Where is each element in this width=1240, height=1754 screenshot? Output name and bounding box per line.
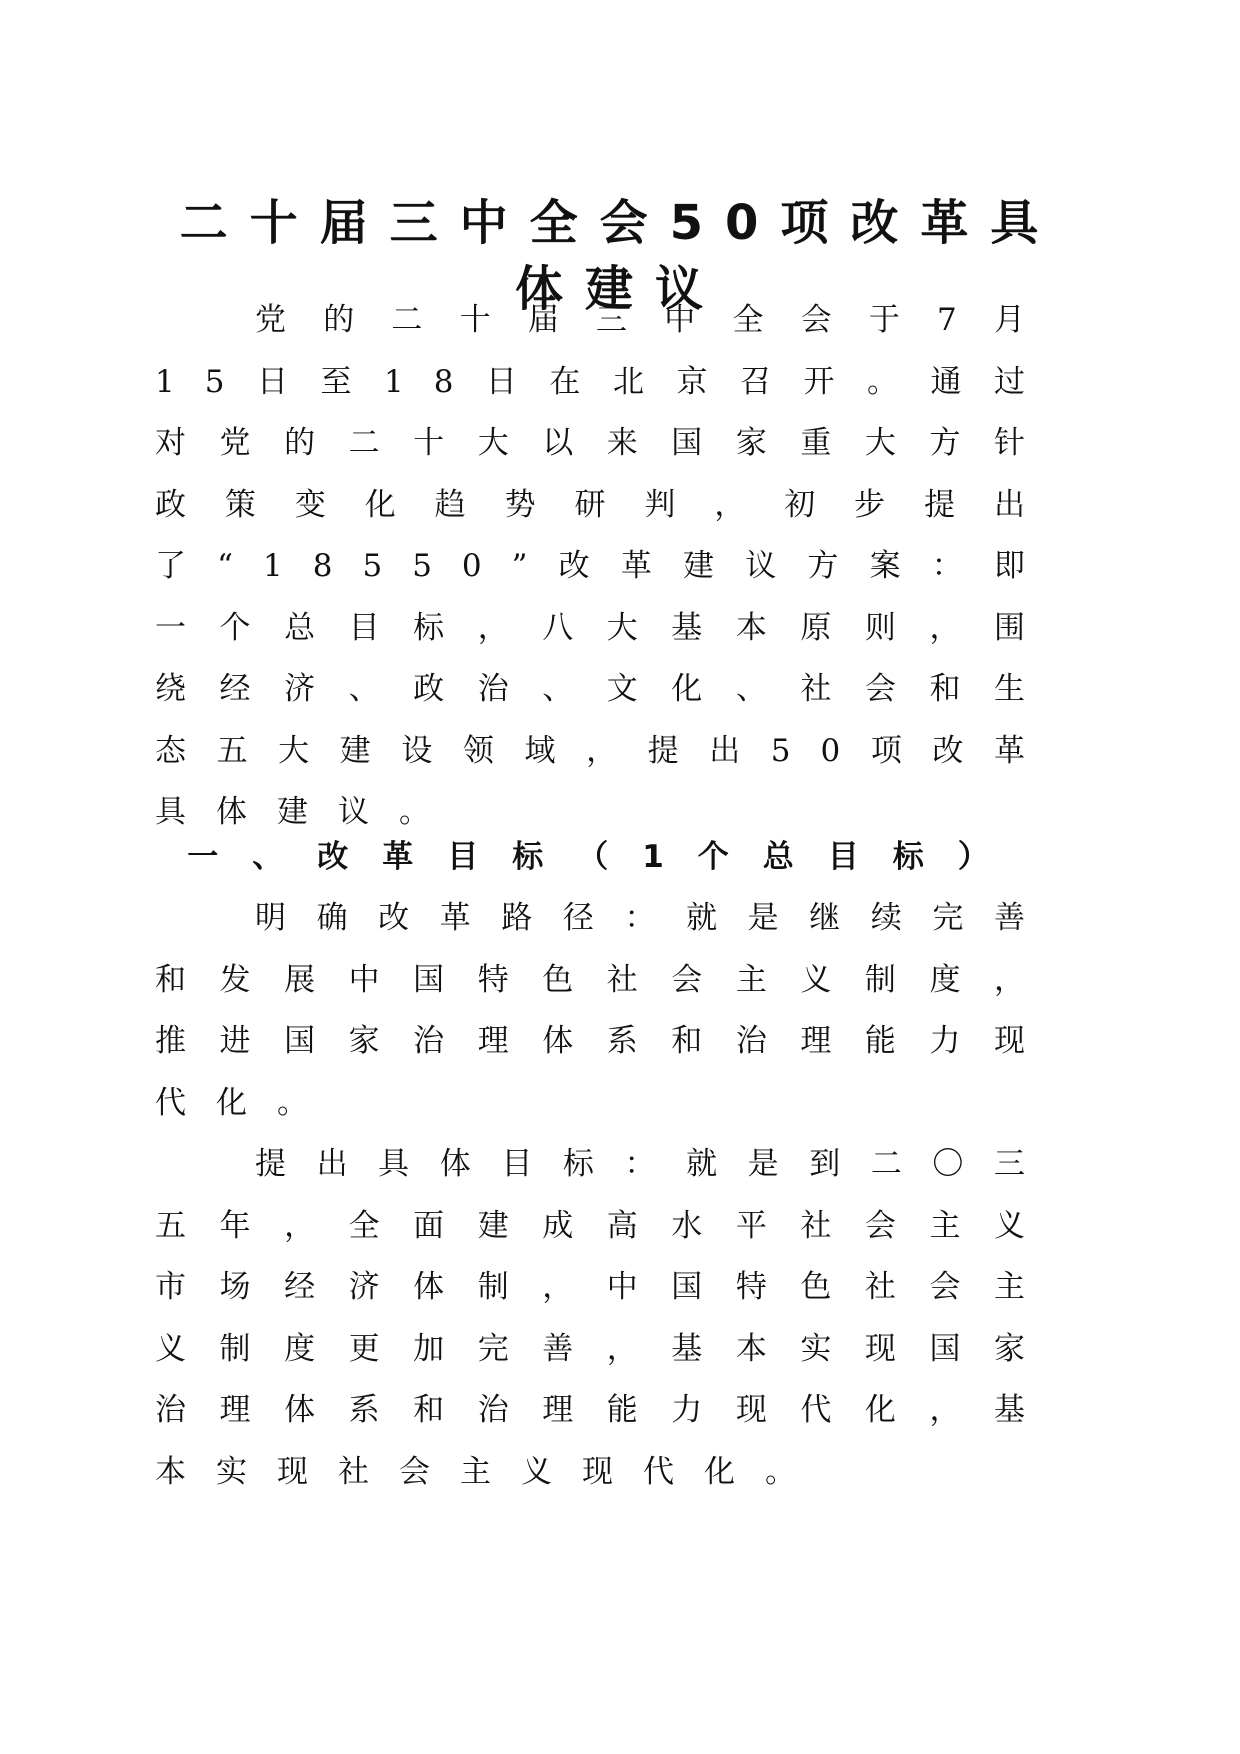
reform-path-paragraph: 明确改革路径：就是继续完善和发展中国特色社会主义制度，推进国家治理体系和治理能力现代化。 bbox=[155, 900, 1055, 1121]
section-heading: 一、改革目标（1个总目标） bbox=[187, 839, 1023, 875]
intro-paragraph: 党的二十届三中全会于7月15日至18日在北京召开。通过对党的二十大以来国家重大方针政策变化趋势研判，初步提出了“18550”改革建议方案：即一个总目标，八大基本原则，围绕经济、政治、文化、社会和生态五大建设领域，提出50项改革具体建议。 bbox=[155, 302, 1055, 830]
document-title: 二十届三中全会50项改革具体建议 bbox=[179, 195, 1061, 317]
specific-goal-paragraph: 提出具体目标：就是到二〇三五年，全面建成高水平社会主义市场经济体制，中国特色社会主义制度更加完善，基本实现国家治理体系和治理能力现代化，基本实现社会主义现代化。 bbox=[155, 1146, 1055, 1490]
